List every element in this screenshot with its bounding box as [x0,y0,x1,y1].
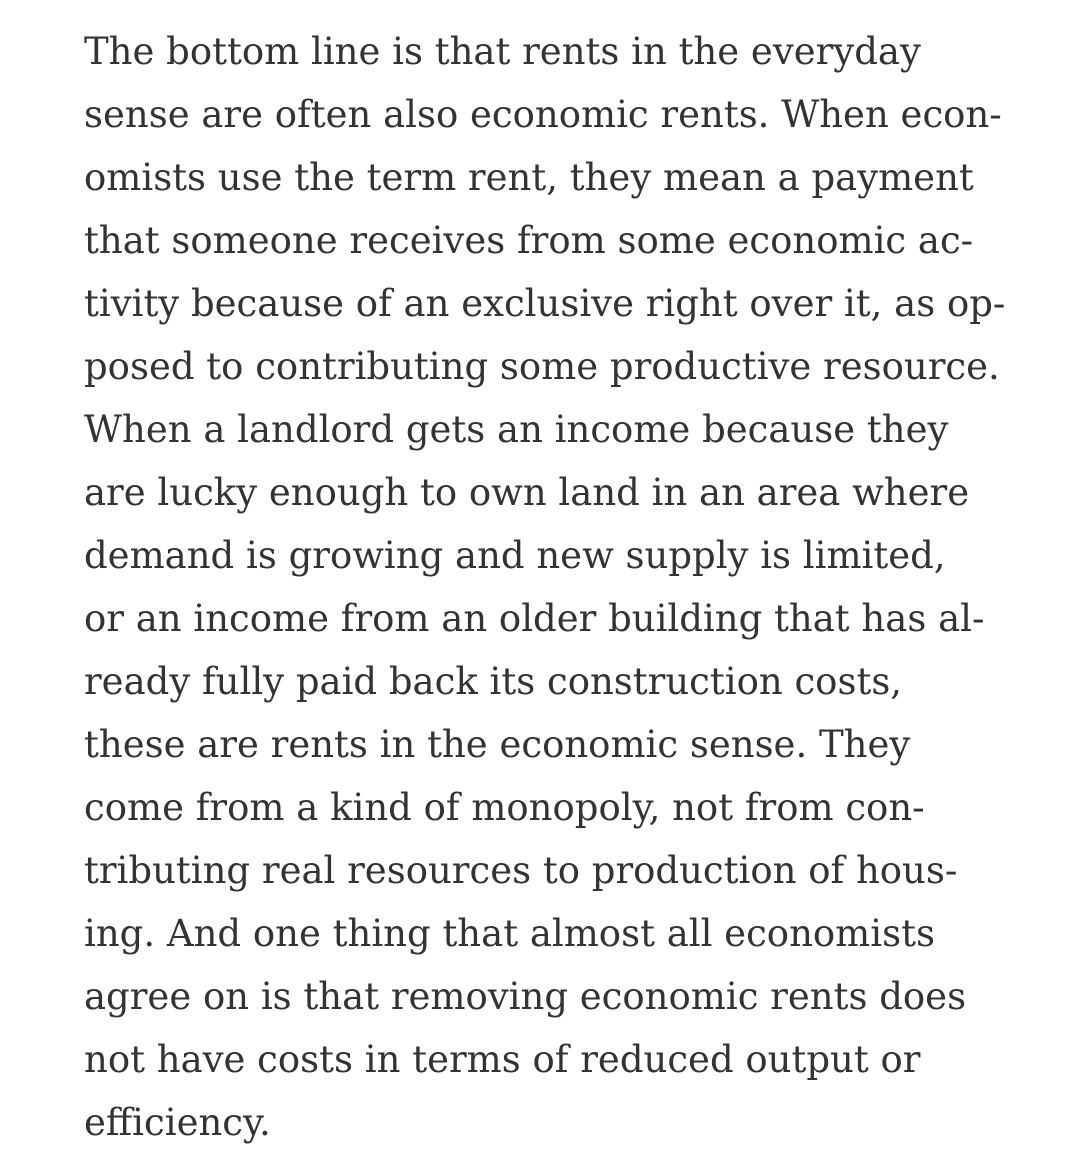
paragraph-line: efficiency. [84,1101,271,1144]
paragraph-line: that someone receives from some economic ac- [84,219,974,262]
paragraph-line: posed to contributing some productive resource. [84,345,1000,388]
paragraph-line: agree on is that removing economic rents does [84,975,967,1018]
paragraph-line: not have costs in terms of reduced output or [84,1038,921,1081]
paragraph-line: are lucky enough to own land in an area where [84,471,970,514]
paragraph-line: The bottom line is that rents in the everyday [84,30,921,73]
paragraph-line: come from a kind of monopoly, not from con- [84,786,925,829]
paragraph-line: When a landlord gets an income because they [84,408,949,451]
paragraph-line: demand is growing and new supply is limited, [84,534,946,577]
paragraph-line: tivity because of an exclusive right over it, as op- [84,282,1006,325]
paragraph-line: omists use the term rent, they mean a payment [84,156,974,199]
article-paragraph [84,20,1044,1154]
paragraph-line: sense are often also economic rents. When econ- [84,93,1002,136]
paragraph-line: tributing real resources to production of hous- [84,849,958,892]
paragraph-line: ing. And one thing that almost all economists [84,912,935,955]
paragraph-line: these are rents in the economic sense. They [84,723,911,766]
paragraph-line: or an income from an older building that has al- [84,597,985,640]
paragraph-line: ready fully paid back its construction costs, [84,660,903,703]
